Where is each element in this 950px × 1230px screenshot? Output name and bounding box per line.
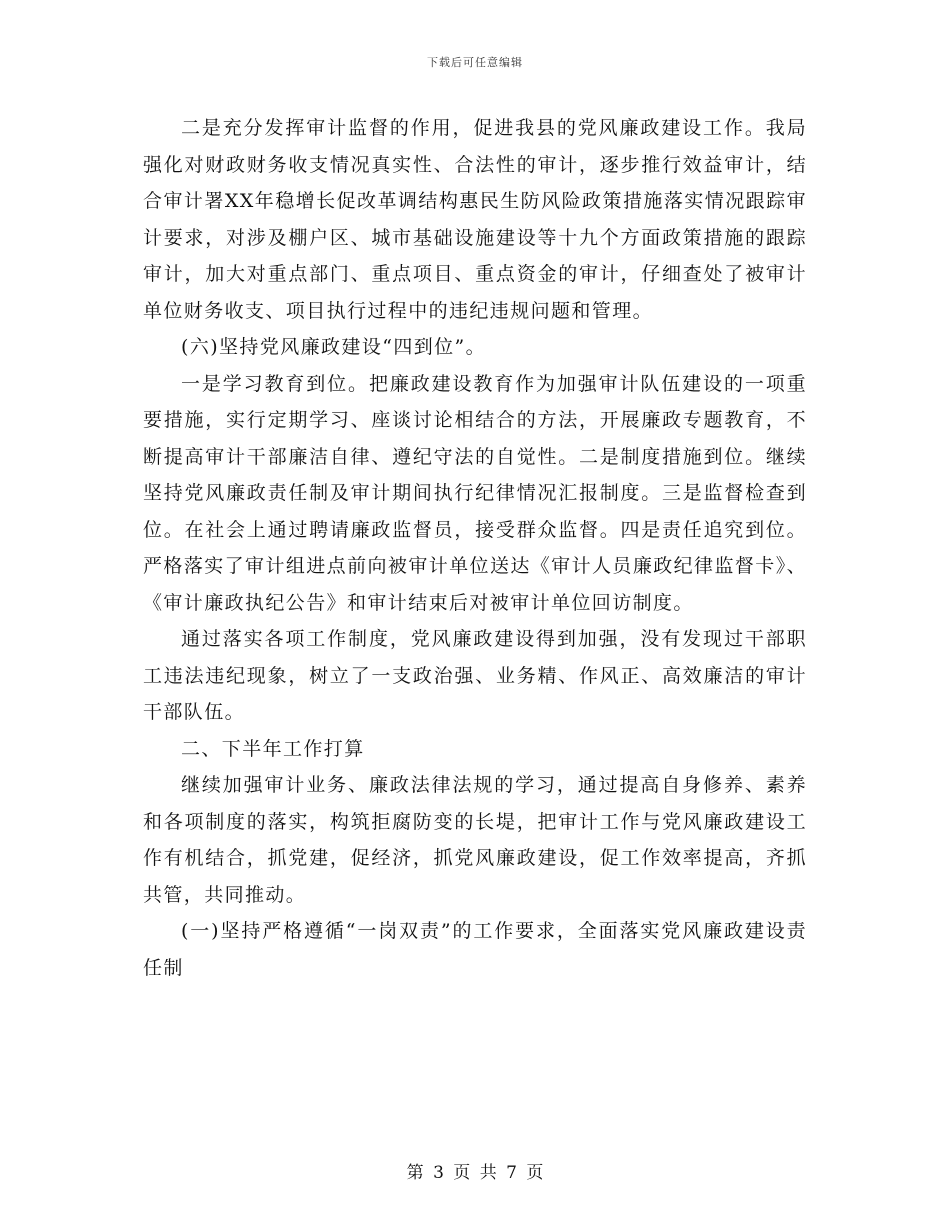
paragraph-heading-four-in-place: (六)坚持党风廉政建设“四到位”。 [181,336,487,358]
paragraph-one-post-two-duties: (一)坚持严格遵循“一岗双责”的工作要求，全面落实党风廉政建设责任制 [143,920,807,979]
paragraph-results-summary: 通过落实各项工作制度，党风廉政建设得到加强，没有发现过干部职工违法违纪现象，树立了一支政治强、业务精、作风正、高效廉洁的审计干部队伍。 [143,628,807,723]
document-body [143,110,807,986]
page-header-note: 下载后可任意编辑 [427,56,523,69]
paragraph-second-half-plan: 继续加强审计业务、廉政法律法规的学习，通过提高自身修养、素养和各项制度的落实，构筑拒腐防变的长堤，把审计工作与党风廉政建设工作有机结合，抓党建，促经济，抓党风廉政建设，促工作效率提高，齐抓共管，共同推动。 [143,774,807,906]
paragraph-audit-supervision: 二是充分发挥审计监督的作用，促进我县的党风廉政建设工作。我局强化对财政财务收支情况真实性、合法性的审计，逐步推行效益审计，结合审计署XX年稳增长促改革调结构惠民生防风险政策措施落实情况跟踪审计要求，对涉及棚户区、城市基础设施建设等十九个方面政策措施的跟踪审计，加大对重点部门、重点项目、重点资金的审计，仔细查处了被审计单位财务收支、项目执行过程中的违纪违规问题和管理。 [143,117,807,322]
section-heading-second-half-plan: 二、下半年工作打算 [181,737,365,760]
paragraph-four-in-place-details: 一是学习教育到位。把廉政建设教育作为加强审计队伍建设的一项重要措施，实行定期学习、座谈讨论相结合的方法，开展廉政专题教育，不断提高审计干部廉洁自律、遵纪守法的自觉性。二是制度措施到位。继续坚持党风廉政责任制及审计期间执行纪律情况汇报制度。三是监督检查到位。在社会上通过聘请廉政监督员，接受群众监督。四是责任追究到位。严格落实了审计组进点前向被审计单位送达《审计人员廉政纪律监督卡》、《审计廉政执纪公告》和审计结束后对被审计单位回访制度。 [143,372,807,614]
page-number: 第 3 页 共 7 页 [406,1163,544,1183]
